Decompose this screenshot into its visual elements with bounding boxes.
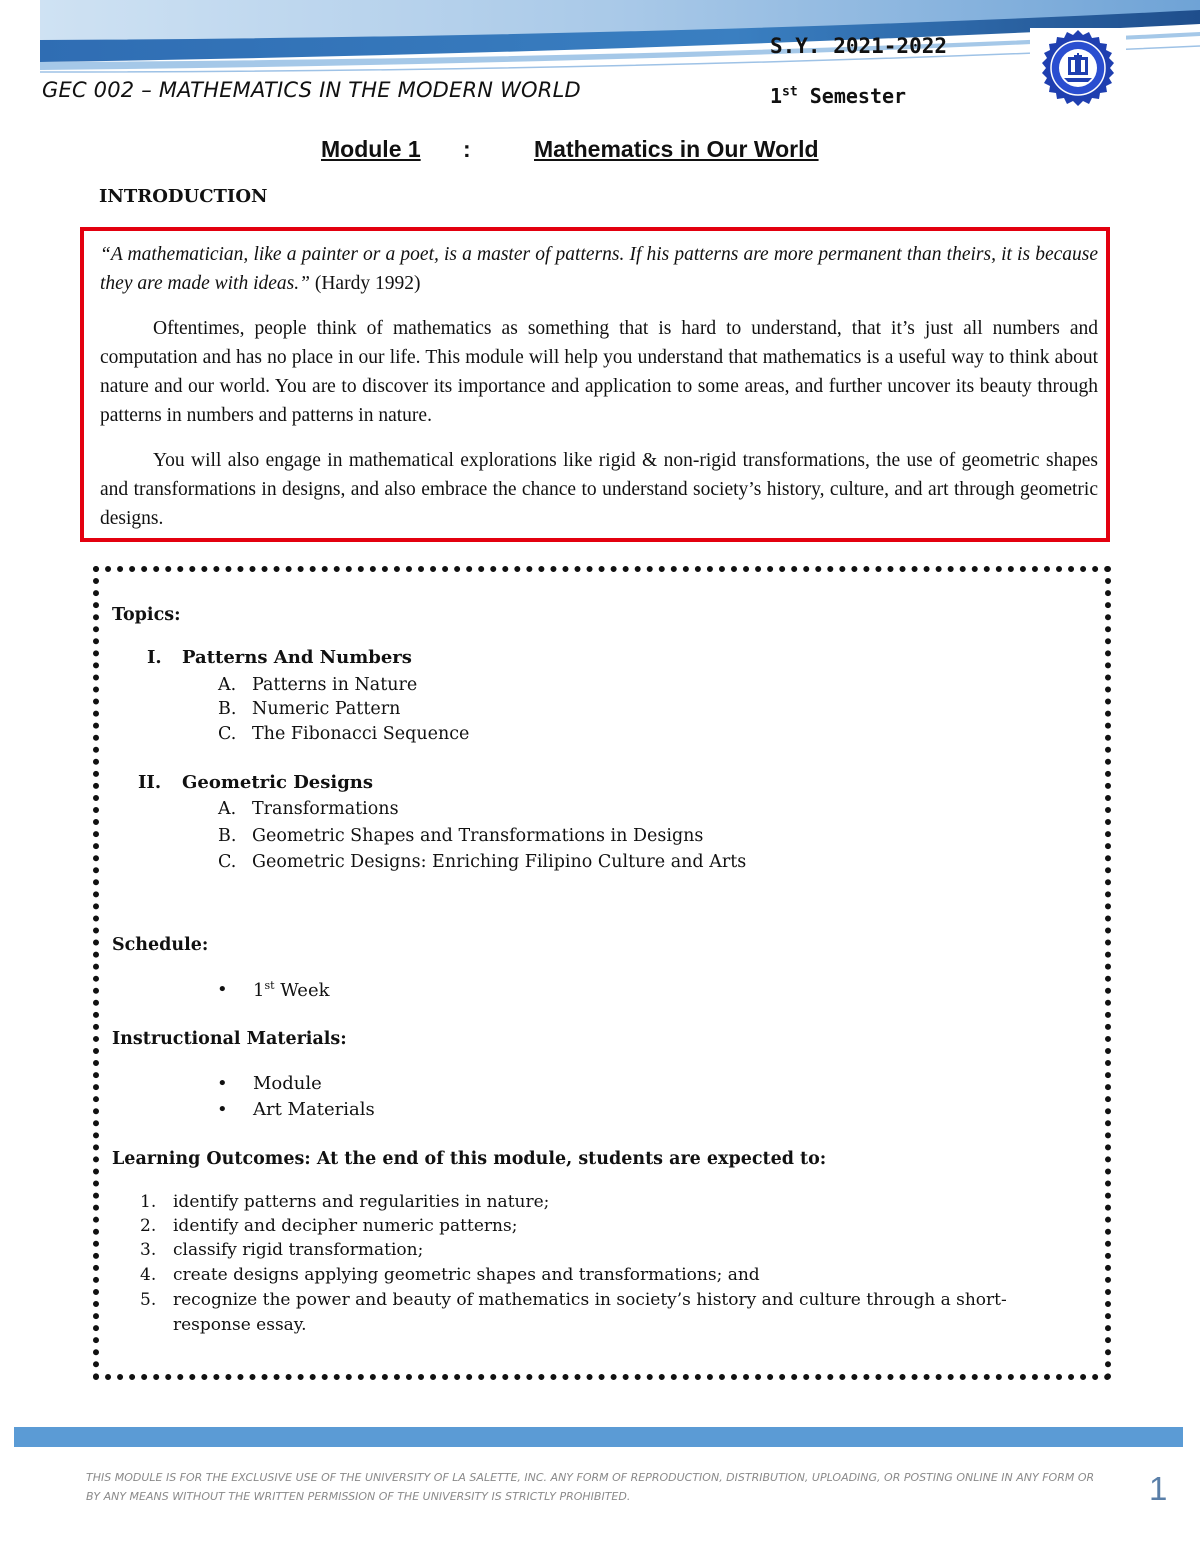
material-item bbox=[217, 1073, 322, 1094]
topic-item-text: Geometric Shapes and Transformations in Designs bbox=[252, 826, 704, 846]
module-heading bbox=[0, 136, 1200, 168]
topic-item-mark: B. bbox=[218, 826, 237, 846]
page-number: 1 bbox=[1149, 1470, 1168, 1507]
section-2-numeral: II. bbox=[138, 772, 162, 793]
topics-label: Topics: bbox=[112, 605, 181, 625]
module-title: Mathematics in Our World bbox=[534, 136, 819, 162]
bullet-icon: • bbox=[217, 1099, 228, 1120]
module-number: Module 1 bbox=[321, 136, 421, 162]
materials-label: Instructional Materials: bbox=[112, 1029, 347, 1049]
introduction-text bbox=[100, 240, 1098, 549]
outcome-mark: 1. bbox=[140, 1192, 157, 1212]
material-item-text: Art Materials bbox=[253, 1099, 375, 1120]
semester-ordinal: st bbox=[782, 84, 798, 100]
section-2-title: Geometric Designs bbox=[182, 772, 374, 793]
outcome-item bbox=[140, 1265, 760, 1285]
topic-item bbox=[218, 699, 400, 719]
topic-item-text: The Fibonacci Sequence bbox=[252, 724, 470, 744]
outcome-text: response essay. bbox=[173, 1315, 307, 1335]
outcome-mark: 3. bbox=[140, 1240, 157, 1260]
school-year: S.Y. 2021-2022 bbox=[770, 34, 948, 58]
introduction-heading: INTRODUCTION bbox=[99, 186, 268, 207]
topic-item bbox=[218, 826, 703, 846]
outcome-mark: 5. bbox=[140, 1290, 157, 1310]
topic-item-text: Patterns in Nature bbox=[252, 675, 418, 695]
topic-item bbox=[218, 852, 746, 872]
week-ordinal: st bbox=[264, 979, 275, 992]
footer-bar bbox=[14, 1427, 1183, 1447]
quote-paragraph bbox=[100, 240, 1098, 298]
intro-paragraph-2: You will also engage in mathematical explorations like rigid & non-rigid transformations, the use of geometric shapes and transformations in designs, and also embrace the chance to understand society’s history, culture, and art through geometric designs. bbox=[100, 450, 1098, 529]
bullet-icon: • bbox=[217, 1073, 228, 1094]
topic-item-text: Numeric Pattern bbox=[252, 699, 401, 719]
topic-item-mark: C. bbox=[218, 852, 237, 872]
material-item bbox=[217, 1099, 375, 1120]
bullet-icon: • bbox=[217, 979, 228, 1000]
intro-paragraph-1: Oftentimes, people think of mathematics as something that is hard to understand, that it’s just all numbers and computation and has no place in our life. This module will help you understand that mathematics is a useful way to think about nature and our world. You are to discover its importance and application to some areas, and further uncover its beauty through patterns in numbers and patterns in nature. bbox=[100, 318, 1098, 426]
topic-item bbox=[218, 799, 399, 819]
outcome-text: identify and decipher numeric patterns; bbox=[173, 1216, 518, 1236]
outcome-text: classify rigid transformation; bbox=[173, 1240, 424, 1260]
topic-item-text: Geometric Designs: Enriching Filipino Culture and Arts bbox=[252, 852, 747, 872]
quote-citation: (Hardy 1992) bbox=[309, 273, 421, 294]
topic-item bbox=[218, 675, 417, 695]
hardy-quote: “A mathematician, like a painter or a poet, is a master of patterns. If his patterns are more permanent than theirs, it is because they are made with ideas.” bbox=[100, 244, 1098, 294]
outcome-item bbox=[140, 1216, 518, 1236]
outcome-text: create designs applying geometric shapes and transformations; and bbox=[173, 1265, 760, 1285]
topic-item-mark: A. bbox=[218, 799, 237, 819]
topic-item bbox=[218, 724, 469, 744]
week-word: Week bbox=[274, 980, 330, 1001]
outcome-item bbox=[140, 1290, 1007, 1310]
course-title: GEC 002 – MATHEMATICS IN THE MODERN WORLD bbox=[42, 78, 581, 102]
university-seal-icon bbox=[1030, 28, 1126, 108]
topic-item-mark: A. bbox=[218, 675, 237, 695]
topic-item-text: Transformations bbox=[252, 799, 399, 819]
outcome-text: recognize the power and beauty of mathematics in society’s history and culture through a short- bbox=[173, 1290, 1007, 1310]
outcome-item-continuation bbox=[173, 1315, 307, 1335]
material-item-text: Module bbox=[253, 1073, 322, 1094]
week-number: 1 bbox=[253, 980, 265, 1001]
topic-item-mark: C. bbox=[218, 724, 237, 744]
section-1-title: Patterns And Numbers bbox=[182, 647, 412, 668]
schedule-item bbox=[217, 979, 330, 1001]
semester bbox=[770, 84, 906, 108]
section-1-numeral: I. bbox=[147, 647, 162, 668]
topic-item-mark: B. bbox=[218, 699, 237, 719]
outcome-item bbox=[140, 1192, 550, 1212]
schedule-label: Schedule: bbox=[112, 935, 209, 955]
semester-number: 1 bbox=[770, 84, 783, 108]
semester-word: Semester bbox=[809, 84, 907, 108]
outcome-text: identify patterns and regularities in nature; bbox=[173, 1192, 550, 1212]
module-colon: : bbox=[463, 136, 471, 162]
copyright-notice: THIS MODULE IS FOR THE EXCLUSIVE USE OF THE UNIVERSITY OF LA SALETTE, INC. ANY FORM OF REPRODUCTION, DISTRIBUTION, UPLOADING, OR POSTING ONLINE IN ANY FORM OR BY ANY MEANS WITHOUT THE WRITTEN PERMISSION OF THE UNIVERSITY IS STRICTLY PROHIBITED. bbox=[86, 1471, 1095, 1503]
outcome-mark: 2. bbox=[140, 1216, 157, 1236]
outcome-mark: 4. bbox=[140, 1265, 157, 1285]
outcomes-label: Learning Outcomes: At the end of this module, students are expected to: bbox=[112, 1149, 827, 1169]
outcome-item bbox=[140, 1240, 424, 1260]
